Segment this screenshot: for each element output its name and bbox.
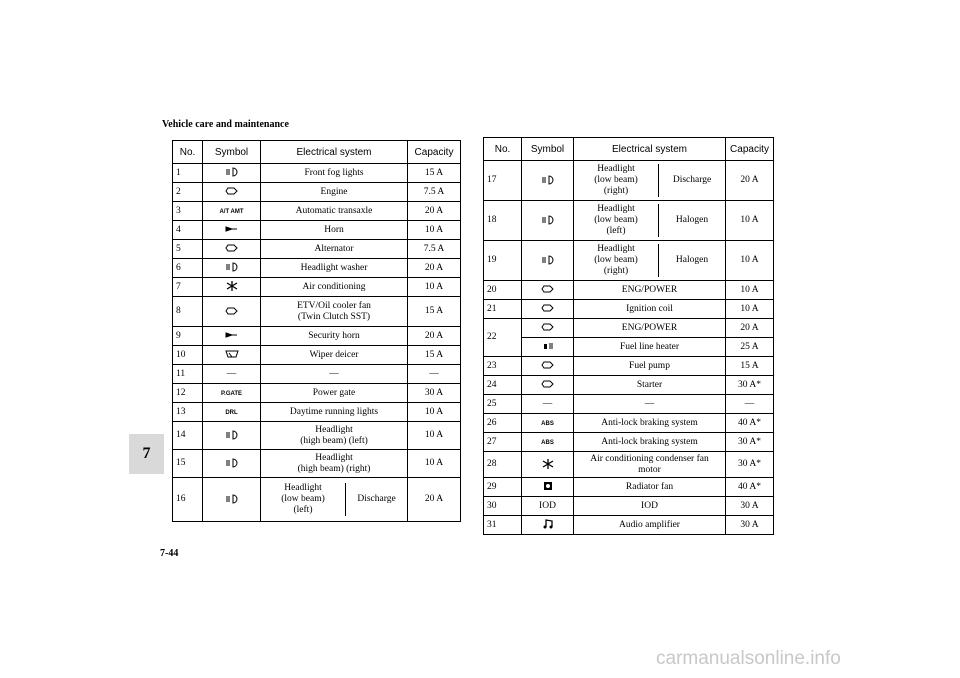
table-row	[484, 414, 774, 433]
section-tab: 7	[129, 434, 164, 474]
table-row	[173, 327, 461, 346]
symbol-cell	[522, 478, 574, 497]
capacity: 30 A	[408, 384, 461, 403]
fuse-number: 10	[173, 346, 203, 365]
capacity: 25 A	[726, 338, 774, 357]
capacity: 30 A	[726, 497, 774, 516]
fuse-number: 8	[173, 297, 203, 327]
symbol-cell	[203, 240, 261, 259]
table-row	[173, 422, 461, 450]
symbol-cell	[522, 414, 574, 433]
symbol-cell	[203, 327, 261, 346]
table-row	[173, 240, 461, 259]
page-header: Vehicle care and maintenance	[162, 119, 289, 130]
electrical-system: Fuel line heater	[574, 338, 726, 357]
electrical-system: Front fog lights	[261, 164, 408, 183]
symbol-cell	[522, 241, 574, 281]
symbol-cell	[203, 259, 261, 278]
at-amt-icon: A/T AMT	[219, 208, 244, 215]
table-row	[173, 297, 461, 327]
fuse-table-left	[172, 140, 461, 522]
table-row	[484, 497, 774, 516]
capacity: 20 A	[726, 161, 774, 201]
abs-icon: ABS	[541, 420, 554, 427]
electrical-system: Fuel pump	[574, 357, 726, 376]
capacity: 40 A*	[726, 478, 774, 497]
electrical-system: —	[574, 395, 726, 414]
capacity: 30 A*	[726, 433, 774, 452]
table-row	[484, 161, 774, 201]
col-symbol: Symbol	[522, 138, 574, 161]
page-number: 7-44	[160, 548, 179, 559]
electrical-system: Air conditioning	[261, 278, 408, 297]
ignition-coil-icon	[541, 304, 555, 314]
fuse-number: 3	[173, 202, 203, 221]
electrical-system: Daytime running lights	[261, 403, 408, 422]
symbol-cell	[203, 384, 261, 403]
eng-power-icon	[541, 323, 555, 333]
engine-icon	[225, 187, 239, 197]
table-row	[173, 164, 461, 183]
capacity: 30 A	[726, 516, 774, 535]
etv-fan-icon	[225, 306, 239, 316]
col-system: Electrical system	[261, 141, 408, 164]
col-system: Electrical system	[574, 138, 726, 161]
electrical-system: IOD	[574, 497, 726, 516]
electrical-system: Automatic transaxle	[261, 202, 408, 221]
table-row	[484, 376, 774, 395]
fuse-number: 9	[173, 327, 203, 346]
capacity: 40 A*	[726, 414, 774, 433]
fuse-number: 28	[484, 452, 522, 478]
table-row	[484, 281, 774, 300]
capacity: 15 A	[408, 297, 461, 327]
symbol-cell: —	[522, 395, 574, 414]
symbol-cell	[203, 297, 261, 327]
electrical-system: Anti-lock braking system	[574, 433, 726, 452]
capacity: 30 A*	[726, 452, 774, 478]
symbol-cell	[203, 278, 261, 297]
electrical-system: ETV/Oil cooler fan (Twin Clutch SST)	[261, 297, 408, 327]
symbol-cell	[522, 357, 574, 376]
fuse-number: 29	[484, 478, 522, 497]
symbol-cell	[203, 183, 261, 202]
fuse-number: 15	[173, 450, 203, 478]
fuse-number: 20	[484, 281, 522, 300]
watermark: carmanualsonline.info	[656, 648, 841, 669]
table-row	[173, 202, 461, 221]
table-row	[173, 450, 461, 478]
symbol-cell	[203, 403, 261, 422]
symbol-cell	[203, 346, 261, 365]
col-capacity: Capacity	[408, 141, 461, 164]
fuse-number: 12	[173, 384, 203, 403]
capacity: 7.5 A	[408, 183, 461, 202]
low-beam-icon	[541, 215, 555, 225]
symbol-cell	[522, 433, 574, 452]
electrical-system: Audio amplifier	[574, 516, 726, 535]
table-row	[484, 478, 774, 497]
fuse-number: 13	[173, 403, 203, 422]
electrical-system: ENG/POWER	[574, 281, 726, 300]
col-no: No.	[484, 138, 522, 161]
symbol-cell	[203, 478, 261, 522]
electrical-system: Headlight (high beam) (left)	[261, 422, 408, 450]
table-row	[484, 452, 774, 478]
table-row	[173, 221, 461, 240]
electrical-system: Anti-lock braking system	[574, 414, 726, 433]
capacity: 10 A	[726, 241, 774, 281]
fuse-number: 2	[173, 183, 203, 202]
condenser-fan-icon	[541, 459, 555, 469]
fuse-number: 11	[173, 365, 203, 384]
fuse-number: 24	[484, 376, 522, 395]
table-row	[173, 384, 461, 403]
low-beam-icon	[541, 175, 555, 185]
col-symbol: Symbol	[203, 141, 261, 164]
front-fog-icon	[225, 168, 239, 178]
capacity: 10 A	[408, 403, 461, 422]
table-row	[173, 183, 461, 202]
col-capacity: Capacity	[726, 138, 774, 161]
fuse-number: 6	[173, 259, 203, 278]
table-row	[173, 365, 461, 384]
symbol-cell	[203, 202, 261, 221]
electrical-system: Headlight (low beam) (right) Halogen	[574, 241, 726, 281]
electrical-system: Headlight (high beam) (right)	[261, 450, 408, 478]
electrical-system: Engine	[261, 183, 408, 202]
capacity: 10 A	[408, 278, 461, 297]
symbol-cell	[522, 376, 574, 395]
symbol-cell	[203, 422, 261, 450]
capacity: 10 A	[726, 300, 774, 319]
symbol-cell	[522, 161, 574, 201]
fuse-number: 16	[173, 478, 203, 522]
capacity: 20 A	[408, 478, 461, 522]
fuse-number: 27	[484, 433, 522, 452]
table-row	[484, 516, 774, 535]
symbol-cell	[522, 201, 574, 241]
capacity: 15 A	[408, 346, 461, 365]
symbol-cell	[522, 452, 574, 478]
low-beam-icon	[225, 494, 239, 504]
capacity: 15 A	[408, 164, 461, 183]
fuse-table-right	[483, 137, 774, 535]
high-beam-icon	[225, 458, 239, 468]
table-row	[484, 241, 774, 281]
capacity: —	[408, 365, 461, 384]
fuse-number: 17	[484, 161, 522, 201]
electrical-system: —	[261, 365, 408, 384]
fuse-number: 31	[484, 516, 522, 535]
table-row	[173, 278, 461, 297]
fuse-number: 30	[484, 497, 522, 516]
col-no: No.	[173, 141, 203, 164]
capacity: 20 A	[726, 319, 774, 338]
eng-power-icon	[541, 285, 555, 295]
fuse-number: 4	[173, 221, 203, 240]
symbol-cell	[522, 516, 574, 535]
capacity: 10 A	[726, 281, 774, 300]
symbol-cell	[203, 450, 261, 478]
starter-icon	[541, 380, 555, 390]
electrical-system: Headlight (low beam) (left) Halogen	[574, 201, 726, 241]
fuel-heater-icon	[541, 342, 555, 352]
electrical-system: Headlight (low beam) (right) Discharge	[574, 161, 726, 201]
symbol-cell	[522, 338, 574, 357]
fuse-number: 26	[484, 414, 522, 433]
fuse-number: 14	[173, 422, 203, 450]
electrical-system: Wiper deicer	[261, 346, 408, 365]
capacity: 10 A	[726, 201, 774, 241]
headlight-washer-icon	[225, 263, 239, 273]
symbol-cell: —	[203, 365, 261, 384]
symbol-cell	[203, 221, 261, 240]
capacity: 7.5 A	[408, 240, 461, 259]
electrical-system: Power gate	[261, 384, 408, 403]
fuse-number: 7	[173, 278, 203, 297]
wiper-deicer-icon	[225, 350, 239, 360]
electrical-system: Headlight (low beam) (left) Discharge	[261, 478, 408, 522]
electrical-system: Starter	[574, 376, 726, 395]
fuse-number: 5	[173, 240, 203, 259]
electrical-system: Alternator	[261, 240, 408, 259]
power-gate-icon: P.GATE	[220, 390, 243, 397]
table-row	[484, 319, 774, 338]
symbol-cell: IOD	[522, 497, 574, 516]
capacity: 20 A	[408, 327, 461, 346]
audio-amp-icon	[541, 520, 555, 530]
table-row	[173, 259, 461, 278]
capacity: 15 A	[726, 357, 774, 376]
radiator-fan-icon	[541, 482, 555, 492]
electrical-system: Security horn	[261, 327, 408, 346]
electrical-system: Horn	[261, 221, 408, 240]
symbol-cell	[522, 281, 574, 300]
electrical-system: Radiator fan	[574, 478, 726, 497]
table-row	[173, 346, 461, 365]
electrical-system: ENG/POWER	[574, 319, 726, 338]
air-conditioning-icon	[225, 282, 239, 292]
fuse-number: 18	[484, 201, 522, 241]
fuse-number: 1	[173, 164, 203, 183]
abs-icon: ABS	[541, 439, 554, 446]
symbol-cell	[522, 319, 574, 338]
capacity: 30 A*	[726, 376, 774, 395]
fuse-number: 19	[484, 241, 522, 281]
table-row	[484, 201, 774, 241]
high-beam-icon	[225, 430, 239, 440]
table-row	[173, 403, 461, 422]
drl-icon: DRL	[225, 409, 238, 416]
symbol-cell	[203, 164, 261, 183]
alternator-icon	[225, 244, 239, 254]
fuse-number: 25	[484, 395, 522, 414]
fuse-number: 22	[484, 319, 522, 357]
table-row	[173, 478, 461, 522]
horn-icon	[225, 225, 239, 235]
fuse-number: 23	[484, 357, 522, 376]
fuel-pump-icon	[541, 361, 555, 371]
capacity: 10 A	[408, 221, 461, 240]
symbol-cell	[522, 300, 574, 319]
table-row	[484, 338, 774, 357]
table-row	[484, 300, 774, 319]
table-row	[484, 395, 774, 414]
capacity: —	[726, 395, 774, 414]
fuse-number: 21	[484, 300, 522, 319]
capacity: 10 A	[408, 422, 461, 450]
electrical-system: Headlight washer	[261, 259, 408, 278]
electrical-system: Air conditioning condenser fan motor	[574, 452, 726, 478]
capacity: 20 A	[408, 202, 461, 221]
capacity: 20 A	[408, 259, 461, 278]
electrical-system: Ignition coil	[574, 300, 726, 319]
table-row	[484, 357, 774, 376]
low-beam-icon	[541, 255, 555, 265]
security-horn-icon	[225, 331, 239, 341]
capacity: 10 A	[408, 450, 461, 478]
table-row	[484, 433, 774, 452]
